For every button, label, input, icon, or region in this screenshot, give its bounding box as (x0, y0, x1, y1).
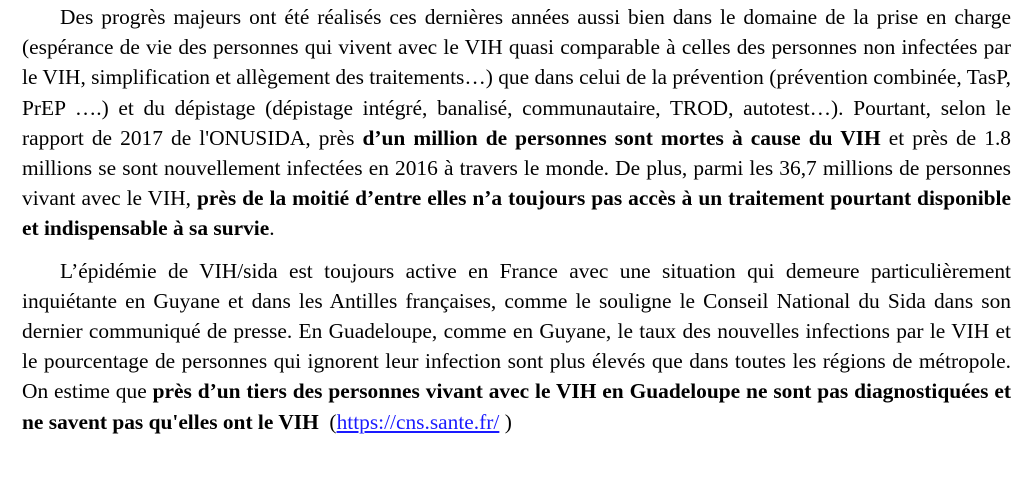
paragraph-1-bold-treatment-access: près de la moitié d’entre elles n’a toujours pas accès à un traitement pourtant disponible et indispensable à sa survie (22, 186, 1011, 241)
cns-sante-link[interactable]: https://cns.sante.fr/ (336, 409, 500, 434)
paragraph-1-text-2: et près de 1.8 millions se sont nouvellement infectées en 2016 à travers le monde. De plus, parmi les 36,7 millions de personnes vivant avec le VIH, (22, 125, 1012, 211)
paragraph-2-link-open-paren: ( (318, 409, 337, 434)
paragraph-1-text-1: Des progrès majeurs ont été réalisés ces dernières années aussi bien dans le domaine de la prise en charge (espérance de vie des personnes qui vivent avec le VIH quasi comparable à celles des personnes non infectées par le VIH, simplification et allègement des traitements…) que dans celui de la prévention (prévention combinée, TasP, PrEP ….) et du dépistage (dépistage intégré, banalisé, communautaire, TROD, autotest…). Pourtant, selon le rapport de 2017 de l'ONUSIDA, près (22, 5, 1011, 150)
paragraph-2-link-close-paren: ) (499, 409, 512, 434)
paragraph-1-text-3: . (269, 216, 275, 241)
paragraph-2-text-1: L’épidémie de VIH/sida est toujours active en France avec une situation qui demeure particulièrement inquiétante en Guyane et dans les Antilles françaises, comme le souligne le Conseil National du Sida dans son dernier communiqué de presse. En Guadeloupe, comme en Guyane, le taux des nouvelles infections par le VIH et le pourcentage de personnes qui ignorent leur infection sont plus élevés que dans toutes les régions de métropole. On estime que (22, 258, 1011, 404)
paragraph-global-progress (22, 2, 1011, 244)
document-body (22, 2, 1011, 437)
paragraph-france-epidemic (22, 256, 1011, 437)
paragraph-2-bold-undiagnosed: près d’un tiers des personnes vivant avec le VIH en Guadeloupe ne sont pas diagnostiquées et ne savent pas qu'elles ont le VIH (22, 379, 1011, 434)
paragraph-1-bold-deaths: d’un million de personnes sont mortes à cause du VIH (362, 125, 881, 150)
